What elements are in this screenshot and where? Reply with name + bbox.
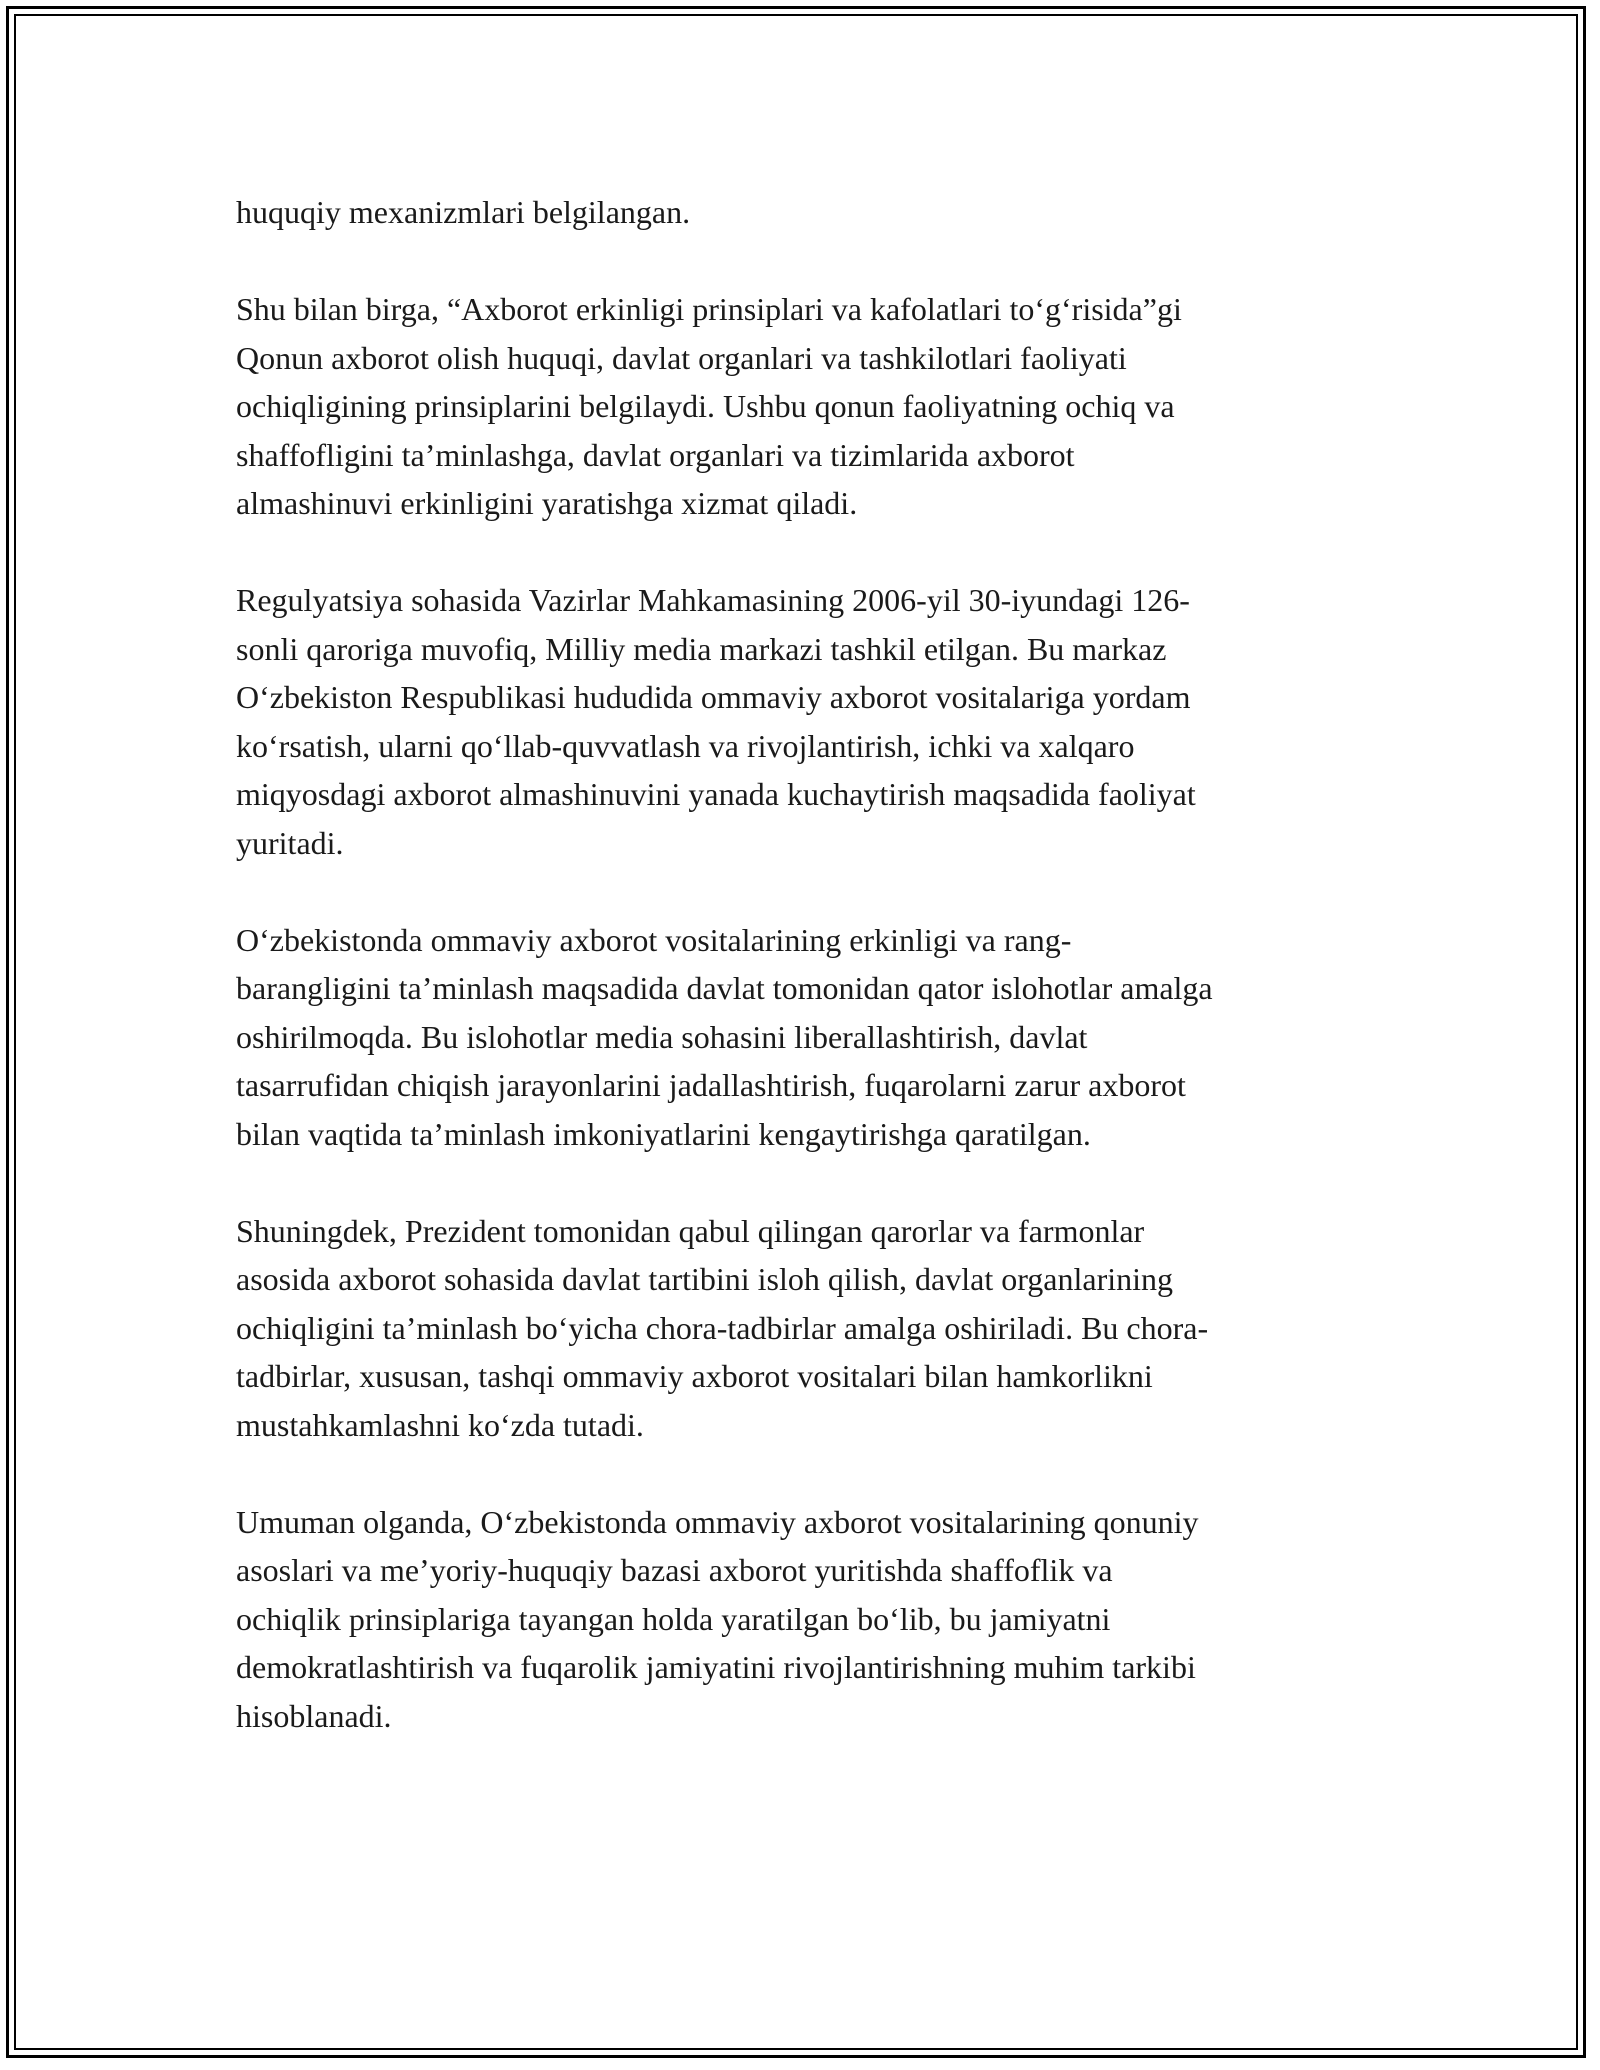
- paragraph-3: Regulyatsiya sohasida Vazirlar Mahkamasining 2006-yil 30-iyundagi 126- sonli qaroriga muvofiq, Milliy media markazi tashkil etilgan. Bu markaz O‘zbekiston Respublikasi hududida ommaviy axborot vositalariga yordam ko‘rsatish, ularni qo‘llab-quvvatlash va rivojlantirish, ichki va xalqaro miqyosdagi axborot almashinuvini yanada kuchaytirish maqsadida faoliyat yuritadi.: [236, 582, 1196, 861]
- document-body: [236, 188, 1366, 1789]
- paragraph-4: O‘zbekistonda ommaviy axborot vositalarining erkinligi va rang- barangligini ta’minlash maqsadida davlat tomonidan qator islohotlar amalga oshirilmoqda. Bu islohotlar media sohasini liberallashtirish, davlat tasarrufidan chiqish jarayonlarini jadallashtirish, fuqarolarni zarur axborot bilan vaqtida ta’minlash imkoniyatlarini kengaytirishga qaratilgan.: [236, 921, 1213, 1152]
- paragraph-5: Shuningdek, Prezident tomonidan qabul qilingan qarorlar va farmonlar asosida axborot sohasida davlat tartibini isloh qilish, davlat organlarining ochiqligini ta’minlash bo‘yicha chora-tadbirlar amalga oshiriladi. Bu chora- tadbirlar, xususan, tashqi ommaviy axborot vositalari bilan hamkorlikni mustahkamlashni ko‘zda tutadi.: [236, 1212, 1209, 1443]
- paragraph-6: Umuman olganda, O‘zbekistonda ommaviy axborot vositalarining qonuniy asoslari va me’yoriy-huquqiy bazasi axborot yuritishda shaffoflik va ochiqlik prinsiplariga tayangan holda yaratilgan bo‘lib, bu jamiyatni demokratlashtirish va fuqarolik jamiyatini rivojlantirishning muhim tarkibi hisoblanadi.: [236, 1503, 1199, 1734]
- paragraph-1: huquqiy mexanizmlari belgilangan.: [236, 194, 691, 230]
- paragraph-2: Shu bilan birga, “Axborot erkinligi prinsiplari va kafolatlari to‘g‘risida”gi Qonun axborot olish huquqi, davlat organlari va tashkilotlari faoliyati ochiqligining prinsiplarini belgilaydi. Ushbu qonun faoliyatning ochiq va shaffofligini ta’minlashga, davlat organlari va tizimlarida axborot almashinuvi erkinligini yaratishga xizmat qiladi.: [236, 291, 1182, 521]
